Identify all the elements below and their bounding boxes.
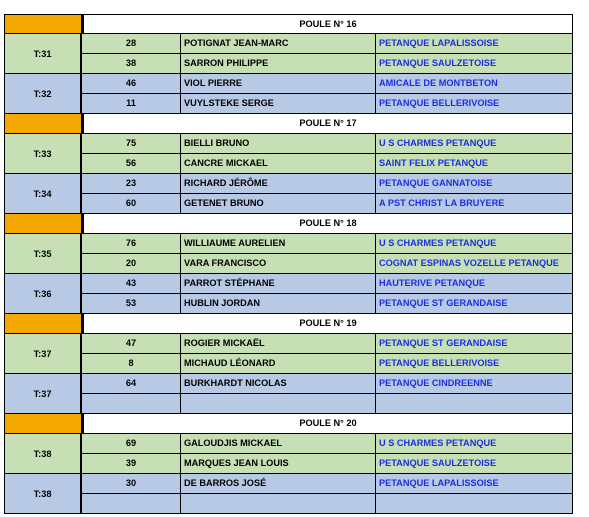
player-name: DE BARROS JOSÉ xyxy=(181,474,376,494)
player-name: HUBLIN JORDAN xyxy=(181,294,376,314)
player-row xyxy=(4,174,573,194)
player-name: MARQUES JEAN LOUIS xyxy=(181,454,376,474)
player-number xyxy=(82,394,181,414)
player-name: VUYLSTEKE SERGE xyxy=(181,94,376,114)
player-club xyxy=(376,494,573,514)
player-row xyxy=(4,454,573,474)
player-row xyxy=(4,294,573,314)
team-label: T:37 xyxy=(4,374,82,414)
player-row xyxy=(4,154,573,174)
player-club: PETANQUE LAPALISSOISE xyxy=(376,34,573,54)
player-row xyxy=(4,274,573,294)
team-block xyxy=(4,334,573,374)
player-name: ROGIER MICKAËL xyxy=(181,334,376,354)
player-club: SAINT FELIX PETANQUE xyxy=(376,154,573,174)
player-row xyxy=(4,34,573,54)
player-number: 23 xyxy=(82,174,181,194)
team-label: T:38 xyxy=(4,434,82,474)
player-club: AMICALE DE MONTBETON xyxy=(376,74,573,94)
player-number: 20 xyxy=(82,254,181,274)
player-club: U S CHARMES PETANQUE xyxy=(376,434,573,454)
player-name: GETENET BRUNO xyxy=(181,194,376,214)
player-row xyxy=(4,54,573,74)
player-number: 69 xyxy=(82,434,181,454)
player-name: GALOUDJIS MICKAEL xyxy=(181,434,376,454)
pool-sheet xyxy=(4,14,573,514)
pool-header xyxy=(4,14,573,34)
team-label: T:35 xyxy=(4,234,82,274)
team-label: T:36 xyxy=(4,274,82,314)
team-label: T:38 xyxy=(4,474,82,514)
pool-header-marker xyxy=(4,114,82,134)
team-block xyxy=(4,474,573,514)
player-club: PETANQUE ST GERANDAISE xyxy=(376,294,573,314)
player-row xyxy=(4,194,573,214)
team-label: T:32 xyxy=(4,74,82,114)
pool-title: POULE N° 16 xyxy=(82,14,573,34)
team-block xyxy=(4,374,573,414)
player-name: BIELLI BRUNO xyxy=(181,134,376,154)
pool-title: POULE N° 19 xyxy=(82,314,573,334)
player-club: A PST CHRIST LA BRUYERE xyxy=(376,194,573,214)
player-name: VARA FRANCISCO xyxy=(181,254,376,274)
player-number: 38 xyxy=(82,54,181,74)
player-row xyxy=(4,474,573,494)
pool-title: POULE N° 18 xyxy=(82,214,573,234)
player-number: 53 xyxy=(82,294,181,314)
player-club: COGNAT ESPINAS VOZELLE PETANQUE xyxy=(376,254,573,274)
pool-header xyxy=(4,314,573,334)
player-number: 75 xyxy=(82,134,181,154)
player-row xyxy=(4,74,573,94)
player-number: 30 xyxy=(82,474,181,494)
player-number: 60 xyxy=(82,194,181,214)
player-name: VIOL PIERRE xyxy=(181,74,376,94)
pool-header-marker xyxy=(4,414,82,434)
player-number: 56 xyxy=(82,154,181,174)
player-name: RICHARD JÉRÔME xyxy=(181,174,376,194)
player-number: 8 xyxy=(82,354,181,374)
team-label: T:34 xyxy=(4,174,82,214)
player-number xyxy=(82,494,181,514)
player-row xyxy=(4,354,573,374)
player-number: 43 xyxy=(82,274,181,294)
pool-title: POULE N° 20 xyxy=(82,414,573,434)
player-name: BURKHARDT NICOLAS xyxy=(181,374,376,394)
player-row xyxy=(4,334,573,354)
player-club: PETANQUE BELLERIVOISE xyxy=(376,354,573,374)
player-club: U S CHARMES PETANQUE xyxy=(376,234,573,254)
team-block xyxy=(4,274,573,314)
player-club: PETANQUE SAULZETOISE xyxy=(376,54,573,74)
player-row xyxy=(4,94,573,114)
player-number: 64 xyxy=(82,374,181,394)
player-row xyxy=(4,234,573,254)
team-block xyxy=(4,434,573,474)
pool-header-marker xyxy=(4,314,82,334)
player-row xyxy=(4,134,573,154)
pool-header-marker xyxy=(4,214,82,234)
team-block xyxy=(4,74,573,114)
player-row xyxy=(4,494,573,514)
player-club: PETANQUE BELLERIVOISE xyxy=(376,94,573,114)
pool-header xyxy=(4,414,573,434)
player-club: PETANQUE CINDREENNE xyxy=(376,374,573,394)
player-club: HAUTERIVE PETANQUE xyxy=(376,274,573,294)
player-row xyxy=(4,374,573,394)
player-club: PETANQUE LAPALISSOISE xyxy=(376,474,573,494)
player-club: PETANQUE SAULZETOISE xyxy=(376,454,573,474)
player-number: 28 xyxy=(82,34,181,54)
team-label: T:33 xyxy=(4,134,82,174)
pool-header xyxy=(4,214,573,234)
pool-title: POULE N° 17 xyxy=(82,114,573,134)
player-name xyxy=(181,494,376,514)
pool-header-marker xyxy=(4,14,82,34)
player-club: PETANQUE ST GERANDAISE xyxy=(376,334,573,354)
player-name: WILLIAUME AURELIEN xyxy=(181,234,376,254)
team-label: T:31 xyxy=(4,34,82,74)
player-number: 46 xyxy=(82,74,181,94)
player-number: 76 xyxy=(82,234,181,254)
player-name: MICHAUD LÉONARD xyxy=(181,354,376,374)
player-name: CANCRE MICKAEL xyxy=(181,154,376,174)
player-name: SARRON PHILIPPE xyxy=(181,54,376,74)
player-name: POTIGNAT JEAN-MARC xyxy=(181,34,376,54)
team-block xyxy=(4,34,573,74)
player-club: U S CHARMES PETANQUE xyxy=(376,134,573,154)
team-block xyxy=(4,134,573,174)
team-block xyxy=(4,234,573,274)
pool-header xyxy=(4,114,573,134)
player-row xyxy=(4,254,573,274)
player-number: 47 xyxy=(82,334,181,354)
player-row xyxy=(4,394,573,414)
player-club xyxy=(376,394,573,414)
player-name xyxy=(181,394,376,414)
player-name: PARROT STÉPHANE xyxy=(181,274,376,294)
team-label: T:37 xyxy=(4,334,82,374)
player-row xyxy=(4,434,573,454)
team-block xyxy=(4,174,573,214)
player-number: 11 xyxy=(82,94,181,114)
player-number: 39 xyxy=(82,454,181,474)
player-club: PETANQUE GANNATOISE xyxy=(376,174,573,194)
